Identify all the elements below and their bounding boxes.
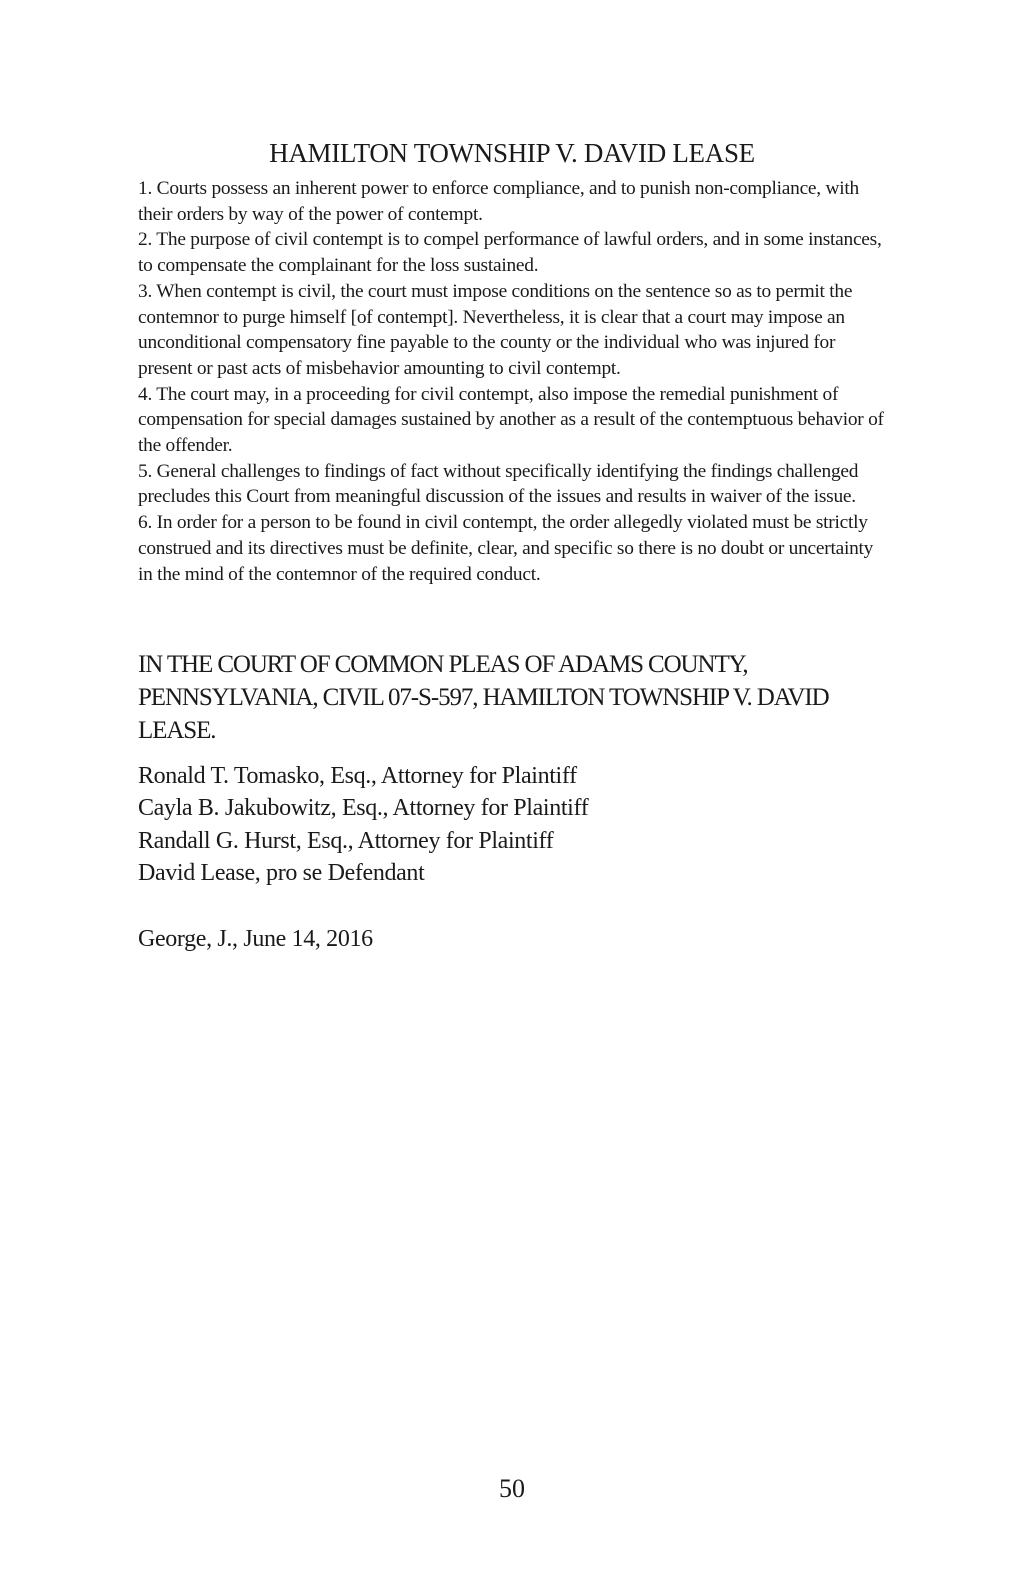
judge-date-line: George, J., June 14, 2016 [138,926,373,952]
counsel-list [138,760,588,889]
headnote-5: 5. General challenges to findings of fact without specifically identifying the findings challenged precludes this Court from meaningful discussion of the issues and results in waiver of the issue. [138,460,859,508]
headnote-3: 3. When contempt is civil, the court must impose conditions on the sentence so as to permit the contemnor to purge himself [of contempt]. Nevertheless, it is clear that a court may impose an unconditional compensatory fine payable to the county or the individual who was injured for present or past acts of misbehavior amounting to civil contempt. [138,280,853,379]
headnotes-list [138,176,888,587]
counsel-entry: Cayla B. Jakubowitz, Esq., Attorney for Plaintiff [138,795,589,822]
case-title: HAMILTON TOWNSHIP V. DAVID LEASE [269,138,755,168]
counsel-entry: David Lease, pro se Defendant [138,859,425,886]
counsel-entry: Randall G. Hurst, Esq., Attorney for Plaintiff [138,827,554,854]
page-number: 50 [499,1474,525,1503]
counsel-entry: Ronald T. Tomasko, Esq., Attorney for Plaintiff [138,763,577,789]
headnote-6: 6. In order for a person to be found in civil contempt, the order allegedly violated must be strictly construed and its directives must be definite, clear, and specific so there is no doubt or uncertainty in the mind of the contemnor of the required conduct. [138,512,874,585]
headnote-2: 2. The purpose of civil contempt is to compel performance of lawful orders, and in some instances, to compensate the complainant for the loss sustained. [138,229,882,277]
headnote-1: 1. Courts possess an inherent power to enforce compliance, and to punish non-compliance, with their orders by way of the power of contempt. [138,178,859,225]
court-caption: IN THE COURT OF COMMON PLEAS OF ADAMS COUNTY, PENNSYLVANIA, CIVIL 07-S-597, HAMILTON TOWNSHIP V. DAVID LEASE. [138,651,829,744]
headnote-4: 4. The court may, in a proceeding for civil contempt, also impose the remedial punishment of compensation for special damages sustained by another as a result of the contemptuous behavior of the offender. [138,383,884,457]
